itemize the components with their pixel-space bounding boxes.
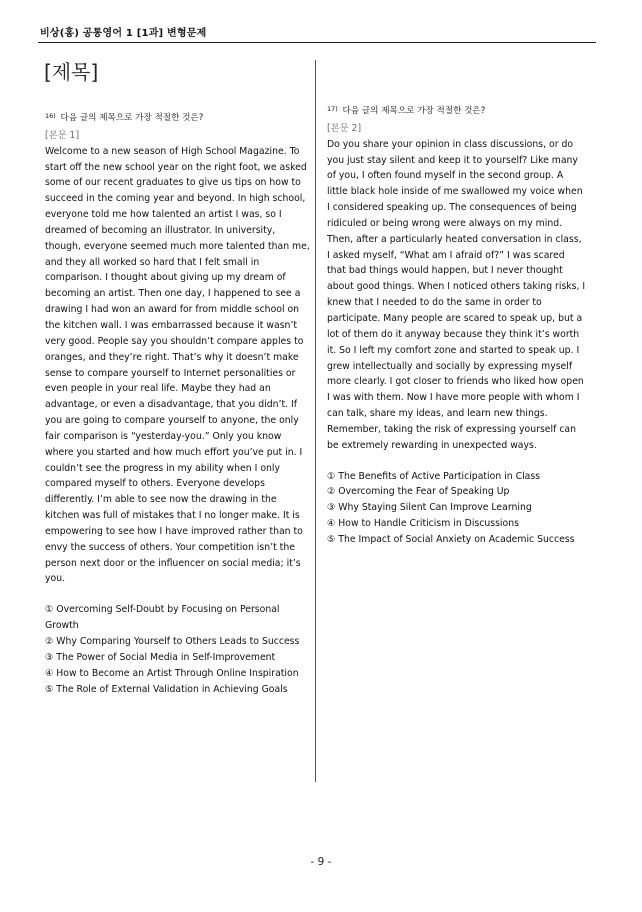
header-rule bbox=[38, 42, 596, 43]
section-title: [제목] bbox=[44, 60, 99, 84]
document-header: 비상(홍) 공통영어 1 [1과] 변형문제 bbox=[40, 28, 207, 39]
spacer bbox=[327, 454, 586, 469]
question-16-options bbox=[45, 602, 311, 697]
column-divider bbox=[315, 60, 316, 782]
question-17-option-3: ③ Why Staying Silent Can Improve Learning bbox=[327, 502, 532, 514]
page-number: - 9 - bbox=[310, 856, 332, 868]
question-17-passage: Do you share your opinion in class discussions, or do you just stay silent and keep it to yourself? Like many of you, I often found myself in the second group. A little black hole inside of me swallowed my voice when I considered speaking up. The consequences of being ridiculed or being wrong were always on my mind. Then, after a particularly heated conversation in class, I asked myself, “What am I afraid of?” I was scared that bad things would happen, but I never thought about good things. When I noticed others taking risks, I knew that I needed to do the same in order to participate. Many people are scared to speak up, but a lot of them do it anyway because they think it’s worth it. So I left my comfort zone and started to speak up. I grew intellectually and socially by expressing myself more clearly. I got closer to friends who liked how open I was with them. Now I have more people with whom I can talk, share my ideas, and learn new things. Remember, taking the risk of expressing yourself can be extremely rewarding in unexpected ways. bbox=[327, 138, 586, 451]
question-17-prompt: 다음 글의 제목으로 가장 적절한 것은? bbox=[342, 106, 486, 116]
question-16-prompt: 다음 글의 제목으로 가장 적절한 것은? bbox=[60, 113, 204, 123]
question-16-prompt-line bbox=[45, 109, 311, 127]
question-16-option-4: ④ How to Become an Artist Through Online Inspiration bbox=[45, 667, 299, 679]
question-17-passage-tag: [본문 2] bbox=[327, 122, 362, 134]
question-16-option-2: ② Why Comparing Yourself to Others Leads to Success bbox=[45, 636, 300, 647]
question-16-option-5: ⑤ The Role of External Validation in Achieving Goals bbox=[45, 683, 288, 695]
question-16 bbox=[45, 109, 311, 697]
question-17-option-4: ④ How to Handle Criticism in Discussions bbox=[327, 518, 519, 530]
question-16-option-1: ① Overcoming Self-Doubt by Focusing on Personal Growth bbox=[45, 604, 280, 632]
question-17-number: 17) bbox=[327, 105, 338, 113]
question-17-options bbox=[327, 469, 586, 548]
question-17-prompt-line bbox=[327, 102, 586, 120]
question-16-passage-tag: [본문 1] bbox=[45, 129, 80, 141]
question-17-option-5: ⑤ The Impact of Social Anxiety on Academic Success bbox=[327, 533, 575, 545]
question-16-number: 16) bbox=[45, 112, 56, 120]
question-16-option-3: ③ The Power of Social Media in Self-Improvement bbox=[45, 651, 276, 663]
question-17-option-2: ② Overcoming the Fear of Speaking Up bbox=[327, 486, 510, 498]
question-17-option-1: ① The Benefits of Active Participation in Class bbox=[327, 470, 541, 482]
question-17 bbox=[327, 102, 586, 548]
spacer bbox=[45, 587, 311, 602]
question-16-passage: Welcome to a new season of High School Magazine. To start off the new school year on the right foot, we asked some of our recent graduates to give us tips on how to succeed in the coming year and beyond. In high school, everyone told me how talented an artist I was, so I dreamed of becoming an illustrator. In university, though, everyone seemed much more talented than me, and they all worked so hard that I felt small in comparison. I thought about giving up my dream of becoming an artist. Then one day, I happened to see a drawing I had won an award for from middle school on the kitchen wall. I was embarrassed because it wasn’t very good. People say you shouldn’t compare apples to oranges, and they’re right. That’s why it doesn’t make sense to compare yourself to Internet personalities or even people in your real life. Maybe they had an advantage, or even a disadvantage, that you didn’t. If you are going to compare yourself to anyone, the only fair comparison is “yesterday-you.” Only you know where you started and how much effort you’ve put in. I couldn’t see the progress in my ability when I only compared myself to others. Everyone develops differently. I’m able to see now the drawing in the kitchen was full of mistakes that I no longer make. It is empowering to see how I have improved rather than to envy the success of others. Your competition isn’t the person next door or the influencer on social media; it’s you. bbox=[45, 145, 310, 585]
